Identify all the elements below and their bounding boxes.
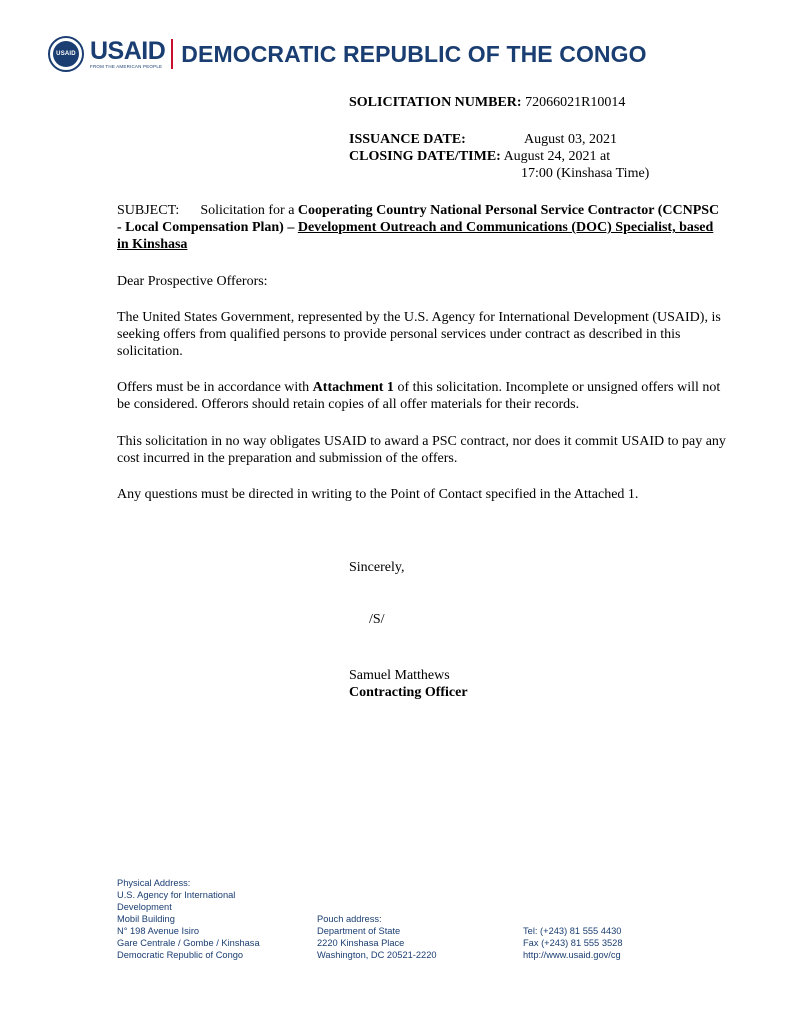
footer-line: Development (117, 902, 172, 912)
footer-line: Mobil Building (117, 914, 175, 924)
footer-line: 2220 Kinshasa Place (317, 938, 405, 948)
solicitation-number-value: 72066021R10014 (525, 95, 626, 110)
closing-date-line (349, 148, 610, 165)
paragraph-2-start: Offers must be in accordance with (117, 380, 313, 395)
closing-time: 17:00 (Kinshasa Time) (521, 166, 650, 181)
website-link[interactable]: http://www.usaid.gov/cg (523, 950, 621, 960)
usaid-logo (90, 39, 165, 69)
issuance-date-label: ISSUANCE DATE: (349, 132, 466, 147)
subject-intro: Solicitation for a (200, 203, 295, 218)
paragraph-2 (117, 379, 727, 413)
logo-text: USAID (90, 37, 166, 65)
footer-line: Gare Centrale / Gombe / Kinshasa (117, 938, 260, 948)
fax-number: Fax (+243) 81 555 3528 (523, 938, 623, 948)
solicitation-number-label: SOLICITATION NUMBER: (349, 95, 522, 110)
solicitation-number-line (349, 94, 625, 111)
subject-position: Development Outreach and Communications (DOC) Specialist, based in Kinshasa (117, 220, 714, 252)
closing-date-label: CLOSING DATE/TIME: (349, 149, 501, 164)
subject-dash: – (283, 220, 298, 235)
paragraph-2-end: of this solicitation. Incomplete or unsigned offers will not be considered. Offerors should retain copies of all offer materials for their records. (117, 380, 721, 412)
attachment-ref: Attachment 1 (312, 380, 394, 395)
header-divider (171, 39, 173, 69)
footer-line: U.S. Agency for International (117, 890, 236, 900)
subject-title: Cooperating Country National Personal Service Contractor (CCNPSC - Local Compensation Plan) (117, 203, 720, 235)
issuance-date-line (349, 131, 617, 148)
salutation: Dear Prospective Offerors: (117, 274, 268, 289)
signatory-name: Samuel Matthews (349, 668, 450, 683)
footer-physical-address (117, 877, 260, 961)
paragraph-3: This solicitation in no way obligates USAID to award a PSC contract, nor does it commit USAID to pay any cost incurred in the preparation and submission of the offers. (117, 434, 726, 466)
issuance-date-value: August 03, 2021 (524, 132, 617, 147)
country-name: DEMOCRATIC REPUBLIC OF THE CONGO (181, 40, 647, 67)
footer-line: Pouch address: (317, 914, 382, 924)
paragraph-1: The United States Government, represented by the U.S. Agency for International Development (USAID), is seeking offers from qualified persons to provide personal services under contract as described in this solicitation. (117, 310, 721, 359)
footer-contact (523, 925, 623, 961)
seal-text: USAID (53, 41, 79, 67)
phone-number: Tel: (+243) 81 555 4430 (523, 926, 622, 936)
footer-line: Physical Address: (117, 878, 191, 888)
logo-tagline: FROM THE AMERICAN PEOPLE (90, 64, 163, 69)
usaid-seal-icon (48, 36, 84, 72)
paragraph-4: Any questions must be directed in writing to the Point of Contact specified in the Attached 1. (117, 487, 639, 502)
signature-mark: /S/ (369, 612, 385, 627)
closing-date-value: August 24, 2021 at (503, 149, 611, 164)
footer-line: N° 198 Avenue Isiro (117, 926, 200, 936)
footer-line: Washington, DC 20521-2220 (317, 950, 437, 960)
footer-line: Democratic Republic of Congo (117, 950, 244, 960)
subject (117, 202, 727, 253)
signatory-title: Contracting Officer (349, 685, 468, 700)
subject-label: SUBJECT: (117, 203, 180, 218)
footer-line: Department of State (317, 926, 401, 936)
sign-off: Sincerely, (349, 560, 405, 575)
footer-pouch-address (317, 913, 437, 961)
letterhead (48, 34, 647, 74)
